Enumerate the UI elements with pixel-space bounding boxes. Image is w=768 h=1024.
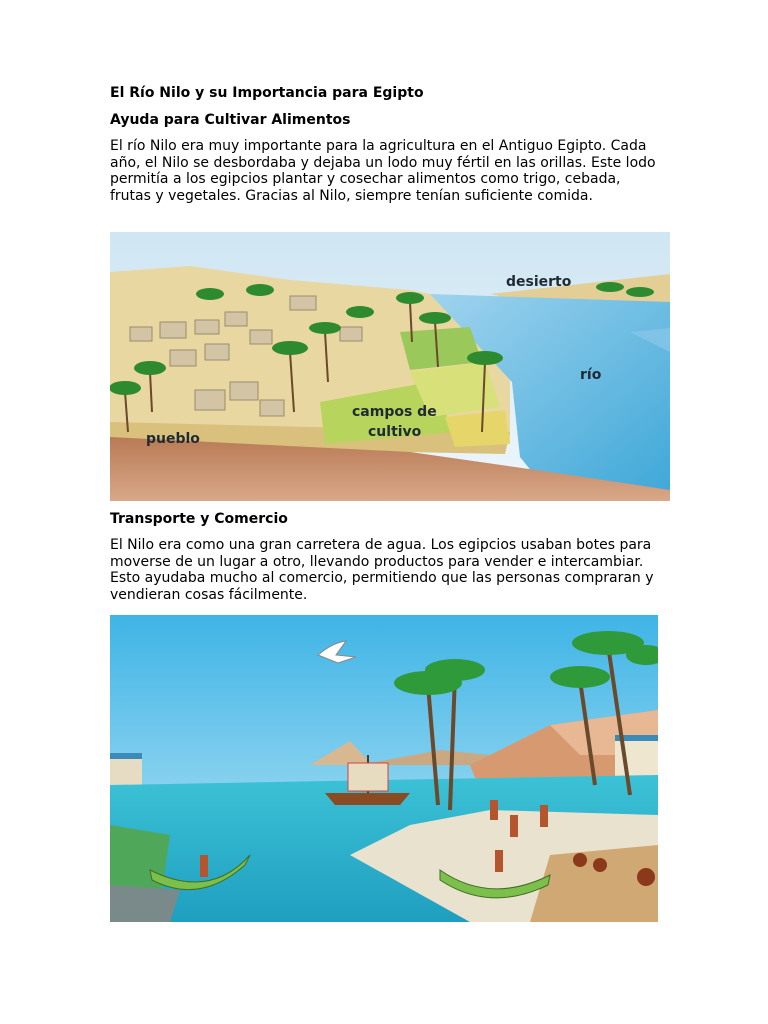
nile-trade-illustration (110, 615, 658, 922)
label-town: pueblo (146, 431, 200, 447)
document-title: El Río Nilo y su Importancia para Egipto (110, 85, 424, 101)
nile-landscape-illustration (110, 232, 670, 501)
nile-trade-svg (110, 615, 658, 922)
label-fields-2: cultivo (368, 424, 422, 440)
label-river: río (580, 367, 602, 383)
label-fields-1: campos de (352, 404, 437, 420)
nile-landscape-svg (110, 232, 670, 501)
section-heading-transport: Transporte y Comercio (110, 511, 288, 527)
section-heading-agriculture: Ayuda para Cultivar Alimentos (110, 112, 351, 128)
paragraph-agriculture: El río Nilo era muy importante para la agricultura en el Antiguo Egipto. Cada año, el Nilo se desbordaba y dejaba un lodo muy fértil en las orillas. Este lodo permitía a los egipcios plantar y cosechar alimentos como trigo, cebada, frutas y vegetales. Gracias al Nilo, siempre tenían suficiente comida. (110, 138, 656, 204)
label-desert: desierto (506, 274, 572, 290)
paragraph-transport: El Nilo era como una gran carretera de agua. Los egipcios usaban botes para moverse de un lugar a otro, llevando productos para vender e intercambiar. Esto ayudaba mucho al comercio, permitiendo que las personas compraran y vendieran cosas fácilmente. (110, 537, 654, 603)
